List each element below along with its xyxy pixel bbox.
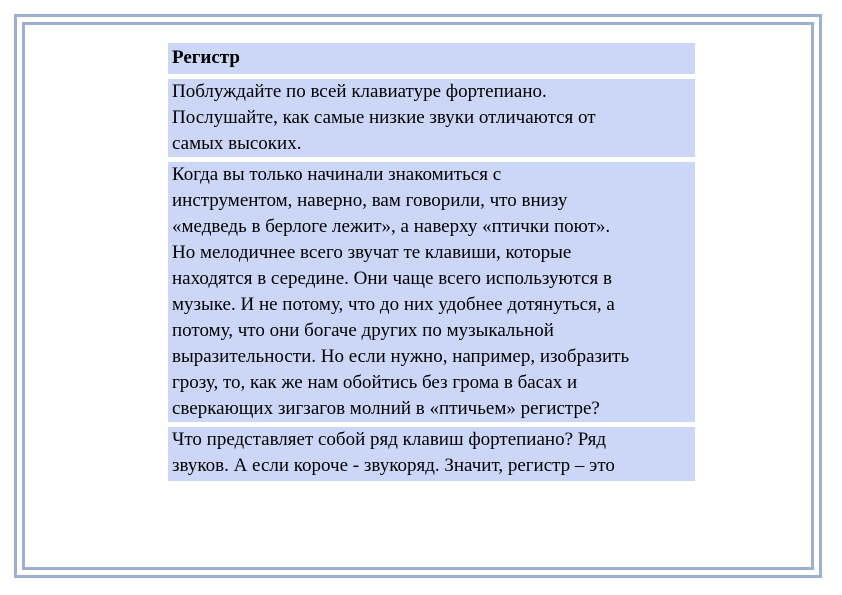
paragraph-2: Когда вы только начинали знакомиться с инструментом, наверно, вам говорили, что внизу «медведь в берлоге лежит», а наверху «птички поют». Но мелодичнее всего звучат те клавиши, которые находятся в середине. Они чаще всего используются в музыке. И не потому, что до них удобнее дотянуться, а потому, что они богаче других по музыкальной выразительности. Но если нужно, например, изобразить грозу, то, как же нам обойтись без грома в басах и сверкающих зигзагов молний в «птичьем» регистре? bbox=[168, 162, 695, 422]
text-block bbox=[168, 43, 695, 481]
paragraph-1: Поблуждайте по всей клавиатуре фортепиано. Послушайте, как самые низкие звуки отличаются от самых высоких. bbox=[168, 79, 695, 157]
heading: Регистр bbox=[168, 43, 695, 74]
paragraph-3: Что представляет собой ряд клавиш фортепиано? Ряд звуков. А если короче - звукоряд. Значит, регистр – это bbox=[168, 427, 695, 481]
